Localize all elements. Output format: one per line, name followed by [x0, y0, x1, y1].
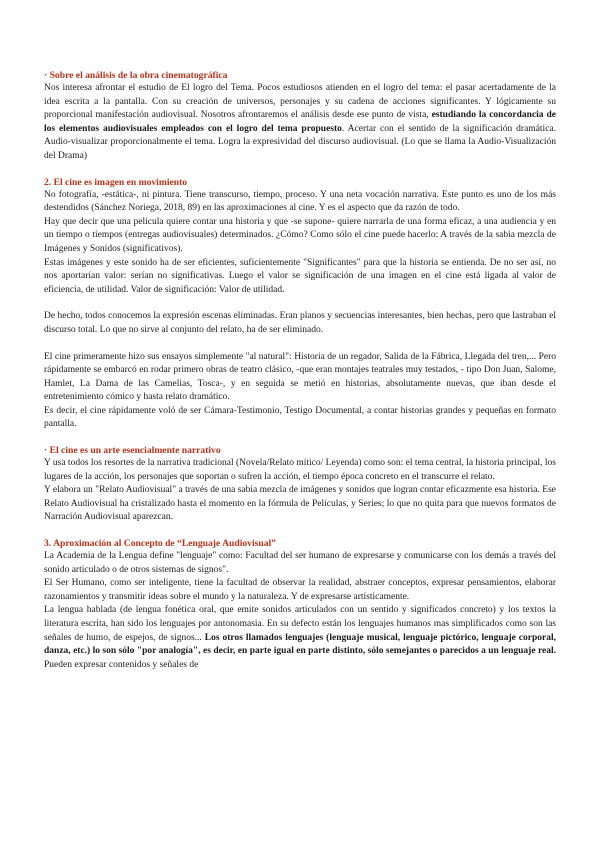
paragraph: El cine primeramente hizo sus ensayos simplemente "al natural": Historia de un regador, Salida de la Fábrica, Llegada del tren,... Pero rápidamente se embarcó en rodar primero obras de teatro clásico, -que eran montajes teatrales muy testados, - tipo Don Juan, Salome, Hamlet, La Dama de las Camelias, Tosca-, y en seguida se metió en historias, absolutamente nuevas, que iban desde el entretenimiento cómico y hasta relato dramático.	[44, 351, 556, 403]
section-heading-arte-narrativo: · El cine es un arte esencialmente narrativo	[44, 445, 221, 457]
paragraph: Hay que decir que una película quiere contar una historia y que -se supone- quiere narrarla de una forma eficaz, a una audiencia y en un tiempo o tiempos (entregas audiovisuales) determinados. ¿Cómo? Como sólo el cine puede hacerlo: A través de la sabia mezcla de Imágenes y Sonidos (significativos).	[44, 216, 556, 254]
bold-text: Los otros llamados lenguajes (lenguaje musical, lenguaje pictórico, lenguaje corporal, danza, etc.) lo son sólo "por analogía", es decir, en parte igual en parte distinto, sólo semejantes o parecidos a un lenguaje real.	[44, 632, 556, 657]
text-run: Pueden expresar contenidos y señales de	[44, 659, 199, 670]
paragraph: De hecho, todos conocemos la expresión escenas eliminadas. Eran planos y secuencias interesantes, bien hechas, pero que lastraban el discurso total. Lo que no sirve al conjunto del relato, ha de ser eliminado.	[44, 311, 556, 335]
paragraph: El Ser Humano, como ser inteligente, tiene la facultad de observar la realidad, abstraer conceptos, expresar pensamientos, elaborar razonamientos y transmitir ideas sobre el mundo y la naturaleza. Y de expresarse artísticamente.	[44, 578, 556, 602]
paragraph: No fotografía, -estática-, ni pintura. Tiene transcurso, tiempo, proceso. Y una neta vocación narrativa. Este punto es uno de los más destendidos (Sánchez Noriega, 2018, 89) en las aproximaciones al cine. Y es el aspecto que da razón de todo.	[44, 189, 556, 214]
paragraph: Y elabora un "Relato Audiovisual" a través de una sabia mezcla de imágenes y sonidos que logran contar eficazmente esa historia. Ese Relato Audiovisual ha cristalizado hasta el momento en la fórmula de Películas, y Series; lo que no quita para que nuevos formatos de Narración Audiovisual aparezcan.	[44, 485, 556, 523]
paragraph: Es decir, el cine rápidamente voló de ser Cámara-Testimonio, Testigo Documental, a contar historias grandes y pequeñas en formato pantalla.	[44, 405, 556, 430]
paragraph	[44, 604, 556, 672]
section-heading-imagen-movimiento: 2. El cine es imagen en movimiento	[44, 176, 188, 188]
paragraph	[44, 82, 556, 164]
text-run: La lengua hablada (de lengua fonética oral, que emite sonidos articulados con un sentido y significados concreto) y los textos la literatura escrita, han sido los lenguajes por antonomasia. En su defecto están los lenguajes humanos mas simplificados como son las señales de humo, de espejos, de signos...	[44, 605, 556, 643]
bold-text: estudiando la concordancia de los elementos audiovisuales empleados con el logro del tema propuesto	[44, 110, 556, 134]
text-run: Nos interesa afrontar el estudio de El logro del Tema. Pocos estudiosos atienden en el logro del tema: el pasar acertadamente de la idea escrita a la pantalla. Con su creación de universos, personajes y su cadena de acciones significantes. Y lógicamente su proporcional manifestación audiovisual. Nosotros afrontaremos el análisis desde ese punto de vista,	[44, 83, 556, 121]
section-heading-analisis: · Sobre el análisis de la obra cinematográfica	[44, 70, 228, 81]
text-run: . Acertar con el sentido de la significación dramática. Audio-visualizar proporcionalmente el tema. Logra la expresividad del discurso audiovisual. (Lo que se llama la Audio-Visualización del Drama)	[44, 123, 556, 161]
section-heading-lenguaje-audiovisual: 3. Aproximación al Concepto de “Lenguaje Audiovisual”	[44, 538, 276, 550]
paragraph: La Academia de la Lengua define "lenguaje" como: Facultad del ser humano de expresarse y comunicarse con los demás a través del sonido articulado o de otros sistemas de signos".	[44, 551, 556, 575]
paragraph: Y usa todos los resortes de la narrativa tradicional (Novela/Relato mítico/ Leyenda) como son: el tema central, la historia principal, los lugares de la acción, los personajes que soportan o sufren la acción, el tiempo época concreto en el transcurre el relato.	[44, 458, 556, 482]
paragraph: Estas imágenes y este sonido ha de ser eficientes, suficientemente "Significantes" para que la historia se entienda. De no ser así, no nos aportarían valor: serían no significativas. Luego el valor se significación de una imagen en el cine está ligada al valor de eficiencia, de utilidad. Valor de significación: Valor de utilidad.	[44, 257, 556, 295]
